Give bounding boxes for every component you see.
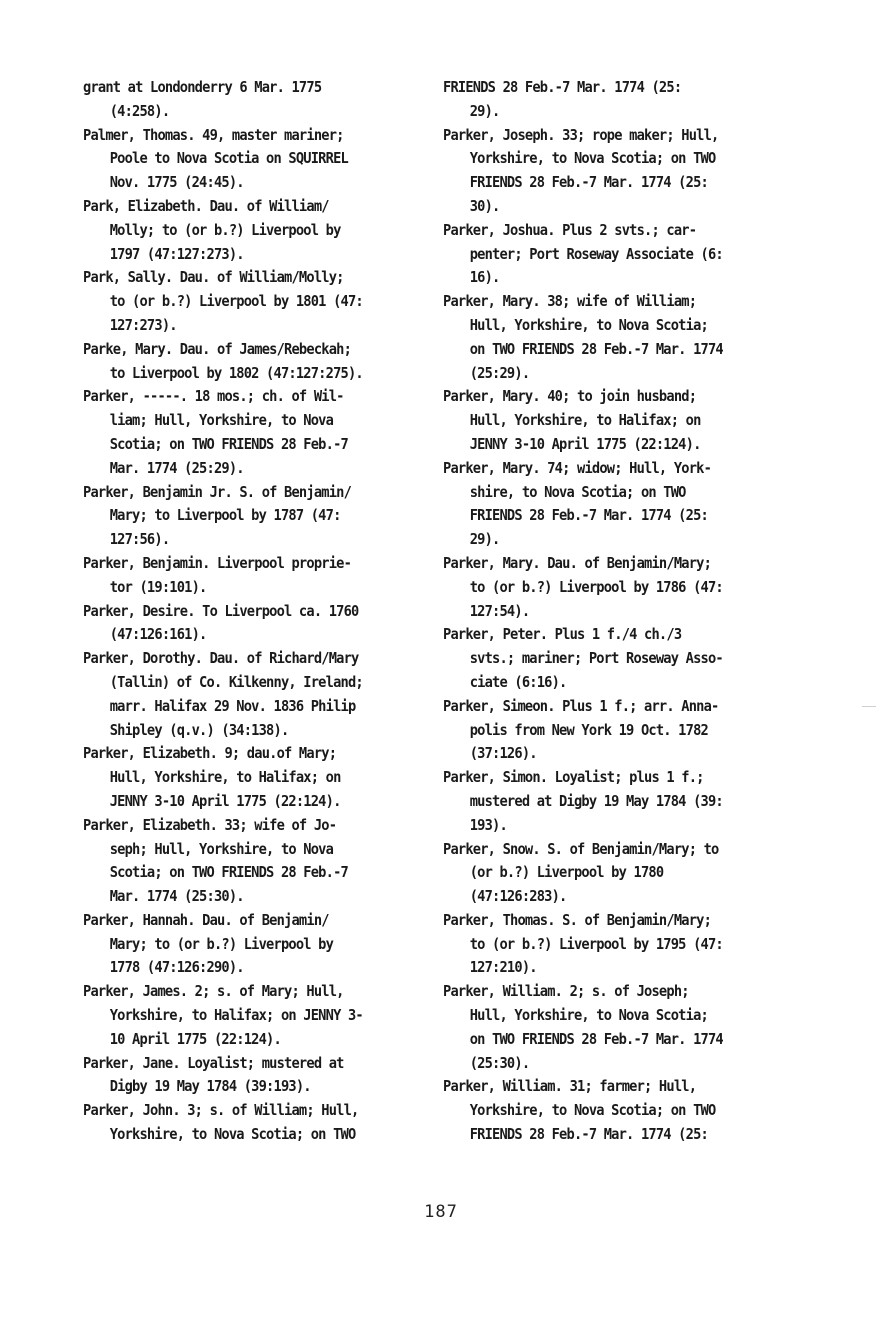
- entry-line: Parker, William. 2; s. of Joseph;: [443, 982, 689, 1001]
- entry-line: (47:126:283).: [469, 887, 567, 906]
- index-entry: [443, 980, 779, 1075]
- index-entry: [83, 1052, 419, 1100]
- entry-line: FRIENDS 28 Feb.-7 Mar. 1774 (25:: [469, 1125, 708, 1144]
- entry-line: Mar. 1774 (25:30).: [109, 887, 244, 906]
- margin-mark: [862, 706, 876, 707]
- continued-entry: [83, 76, 419, 124]
- index-entry: [83, 647, 419, 742]
- entry-line: to Liverpool by 1802 (47:127:275).: [109, 363, 363, 382]
- entry-line: 29).: [469, 530, 500, 549]
- entry-line: Nov. 1775 (24:45).: [109, 173, 244, 192]
- index-entry: [443, 909, 779, 980]
- index-entry: [443, 219, 779, 290]
- index-entry: [83, 909, 419, 980]
- index-entry: [83, 124, 419, 195]
- entry-line: 127:210).: [469, 958, 537, 977]
- entry-line: Scotia; on TWO FRIENDS 28 Feb.-7: [109, 434, 348, 453]
- entry-line: (37:126).: [469, 744, 537, 763]
- index-entry: [443, 766, 779, 837]
- entry-line: Parker, Simeon. Plus 1 f.; arr. Anna-: [443, 696, 719, 715]
- entry-line: FRIENDS 28 Feb.-7 Mar. 1774 (25:: [469, 173, 708, 192]
- entry-line: Yorkshire, to Nova Scotia; on TWO: [109, 1125, 356, 1144]
- entry-line: (4:258).: [109, 101, 170, 120]
- entry-line: on TWO FRIENDS 28 Feb.-7 Mar. 1774: [469, 339, 723, 358]
- entry-line: marr. Halifax 29 Nov. 1836 Philip: [109, 696, 356, 715]
- entry-line: Parker, Joseph. 33; rope maker; Hull,: [443, 125, 719, 144]
- entry-line: 193).: [469, 815, 507, 834]
- index-entry: [83, 385, 419, 480]
- entry-line: on TWO FRIENDS 28 Feb.-7 Mar. 1774: [469, 1029, 723, 1048]
- entry-line: Park, Sally. Dau. of William/Molly;: [83, 268, 344, 287]
- entry-line: Parker, Peter. Plus 1 f./4 ch./3: [443, 625, 682, 644]
- continued-entry: [443, 76, 779, 124]
- entry-line: seph; Hull, Yorkshire, to Nova: [109, 839, 334, 858]
- entry-line: to (or b.?) Liverpool by 1801 (47:: [109, 292, 363, 311]
- entry-line: 1797 (47:127:273).: [109, 244, 244, 263]
- entry-line: Parker, Benjamin Jr. S. of Benjamin/: [83, 482, 352, 501]
- index-entry: [83, 338, 419, 386]
- entry-line: JENNY 3-10 April 1775 (22:124).: [109, 791, 341, 810]
- entry-line: Poole to Nova Scotia on SQUIRREL: [109, 149, 348, 168]
- entry-line: penter; Port Roseway Associate (6:: [469, 244, 723, 263]
- entry-line: Parker, -----. 18 mos.; ch. of Wil-: [83, 387, 344, 406]
- index-entry: [443, 695, 779, 766]
- index-entry: [83, 980, 419, 1051]
- entry-line: Parker, Snow. S. of Benjamin/Mary; to: [443, 839, 719, 858]
- index-entry: [83, 266, 419, 337]
- entry-line: 127:54).: [469, 601, 530, 620]
- entry-line: 1778 (47:126:290).: [109, 958, 244, 977]
- entry-line: grant at Londonderry 6 Mar. 1775: [83, 78, 322, 96]
- index-entry: [83, 814, 419, 909]
- index-entry: [83, 1099, 419, 1147]
- entry-line: Hull, Yorkshire, to Nova Scotia;: [469, 315, 708, 334]
- entry-line: Parke, Mary. Dau. of James/Rebeckah;: [83, 339, 352, 358]
- entry-line: Parker, Elizabeth. 33; wife of Jo-: [83, 815, 337, 834]
- entry-line: Digby 19 May 1784 (39:193).: [109, 1077, 311, 1096]
- index-entry: [443, 552, 779, 623]
- entry-line: polis from New York 19 Oct. 1782: [469, 720, 708, 739]
- entry-line: to (or b.?) Liverpool by 1786 (47:: [469, 577, 723, 596]
- entry-line: Palmer, Thomas. 49, master mariner;: [83, 125, 344, 144]
- entry-line: 10 April 1775 (22:124).: [109, 1029, 281, 1048]
- index-entry: [83, 195, 419, 266]
- right-column: [443, 76, 779, 1147]
- entry-line: ciate (6:16).: [469, 672, 567, 691]
- entry-line: FRIENDS 28 Feb.-7 Mar. 1774 (25:: [443, 78, 682, 96]
- index-entry: [83, 742, 419, 813]
- entry-line: Mary; to (or b.?) Liverpool by: [109, 934, 334, 953]
- entry-line: Mary; to Liverpool by 1787 (47:: [109, 506, 341, 525]
- entry-line: 127:56).: [109, 530, 170, 549]
- entry-line: Parker, Thomas. S. of Benjamin/Mary;: [443, 910, 712, 929]
- entry-line: (47:126:161).: [109, 625, 207, 644]
- entry-line: Scotia; on TWO FRIENDS 28 Feb.-7: [109, 863, 348, 882]
- entry-line: Yorkshire, to Nova Scotia; on TWO: [469, 1101, 716, 1120]
- entry-line: mustered at Digby 19 May 1784 (39:: [469, 791, 723, 810]
- entry-line: Hull, Yorkshire, to Halifax; on: [469, 411, 701, 430]
- index-entry: [443, 385, 779, 456]
- entry-line: 29).: [469, 101, 500, 120]
- entry-line: Parker, Mary. Dau. of Benjamin/Mary;: [443, 553, 712, 572]
- entry-line: Parker, Elizabeth. 9; dau.of Mary;: [83, 744, 337, 763]
- entry-line: Parker, James. 2; s. of Mary; Hull,: [83, 982, 344, 1001]
- index-entry: [83, 600, 419, 648]
- entry-line: (Tallin) of Co. Kilkenny, Ireland;: [109, 672, 363, 691]
- index-entry: [83, 552, 419, 600]
- entry-line: 127:273).: [109, 315, 177, 334]
- entry-line: Parker, Jane. Loyalist; mustered at: [83, 1053, 344, 1072]
- entry-line: Parker, John. 3; s. of William; Hull,: [83, 1101, 359, 1120]
- entry-line: JENNY 3-10 April 1775 (22:124).: [469, 434, 701, 453]
- entry-line: Parker, Simon. Loyalist; plus 1 f.;: [443, 768, 704, 787]
- left-column: [83, 76, 419, 1147]
- entry-line: 30).: [469, 196, 500, 215]
- entry-line: Parker, Joshua. Plus 2 svts.; car-: [443, 220, 697, 239]
- entry-line: Parker, Dorothy. Dau. of Richard/Mary: [83, 649, 359, 668]
- index-entry: [443, 838, 779, 909]
- entry-line: Parker, Mary. 74; widow; Hull, York-: [443, 458, 712, 477]
- entry-line: (25:29).: [469, 363, 530, 382]
- entry-line: tor (19:101).: [109, 577, 207, 596]
- entry-line: liam; Hull, Yorkshire, to Nova: [109, 411, 334, 430]
- entry-line: svts.; mariner; Port Roseway Asso-: [469, 649, 723, 668]
- entry-line: Park, Elizabeth. Dau. of William/: [83, 196, 329, 215]
- entry-line: Hull, Yorkshire, to Nova Scotia;: [469, 1006, 708, 1025]
- index-entry: [83, 481, 419, 552]
- entry-line: shire, to Nova Scotia; on TWO: [469, 482, 686, 501]
- page-number: 187: [424, 1202, 458, 1222]
- entry-line: Molly; to (or b.?) Liverpool by: [109, 220, 341, 239]
- index-entry: [443, 457, 779, 552]
- entry-line: FRIENDS 28 Feb.-7 Mar. 1774 (25:: [469, 506, 708, 525]
- index-entry: [443, 623, 779, 694]
- entry-line: to (or b.?) Liverpool by 1795 (47:: [469, 934, 723, 953]
- entry-line: 16).: [469, 268, 500, 287]
- entry-line: (25:30).: [469, 1053, 530, 1072]
- entry-line: Parker, Mary. 38; wife of William;: [443, 292, 697, 311]
- entry-line: Parker, Mary. 40; to join husband;: [443, 387, 697, 406]
- entry-line: Parker, William. 31; farmer; Hull,: [443, 1077, 697, 1096]
- entry-line: Hull, Yorkshire, to Halifax; on: [109, 768, 341, 787]
- entry-line: Parker, Hannah. Dau. of Benjamin/: [83, 910, 329, 929]
- entry-line: Parker, Desire. To Liverpool ca. 1760: [83, 601, 359, 620]
- index-entry: [443, 1075, 779, 1146]
- entry-line: Yorkshire, to Halifax; on JENNY 3-: [109, 1006, 363, 1025]
- index-entry: [443, 290, 779, 385]
- index-entry: [443, 124, 779, 219]
- entry-line: Yorkshire, to Nova Scotia; on TWO: [469, 149, 716, 168]
- entry-line: (or b.?) Liverpool by 1780: [469, 863, 664, 882]
- entry-line: Shipley (q.v.) (34:138).: [109, 720, 289, 739]
- entry-line: Mar. 1774 (25:29).: [109, 458, 244, 477]
- entry-line: Parker, Benjamin. Liverpool proprie-: [83, 553, 352, 572]
